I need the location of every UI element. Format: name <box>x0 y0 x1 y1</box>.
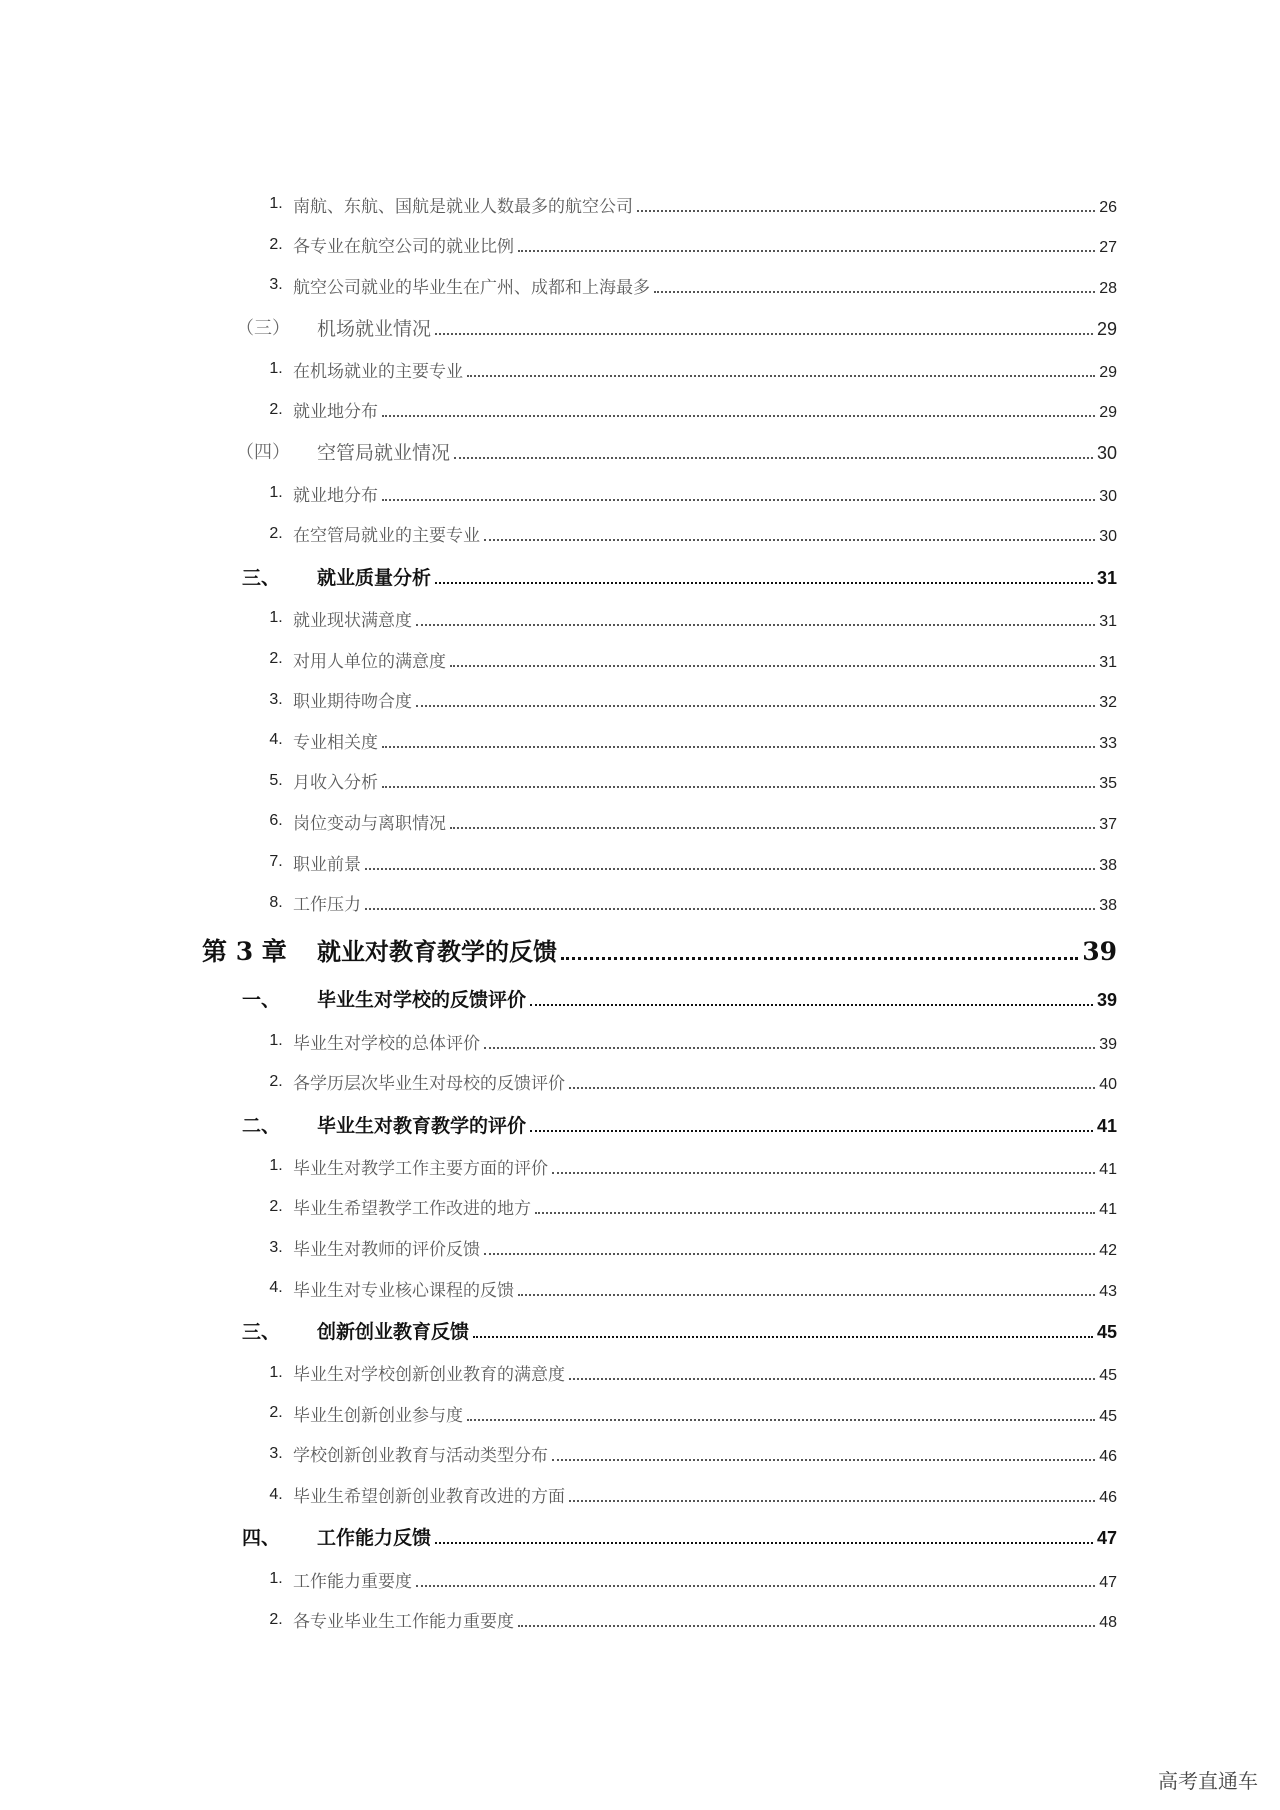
toc-entry-title: 毕业生对教学工作主要方面的评价 <box>293 1158 548 1179</box>
toc-entry-body <box>293 687 1117 712</box>
table-of-contents <box>0 184 1280 1640</box>
toc-entry-title: 职业前景 <box>293 854 361 875</box>
toc-entry-page-number: 38 <box>1099 856 1117 874</box>
toc-entry-body <box>293 809 1117 834</box>
toc-dot-leader <box>382 499 1095 501</box>
toc-dot-leader <box>552 1172 1095 1174</box>
toc-entry-item[interactable] <box>0 679 1280 720</box>
toc-entry-number: 2. <box>269 400 283 418</box>
toc-entry-title: 创新创业教育反馈 <box>317 1320 470 1343</box>
toc-entry-body <box>317 932 1117 967</box>
toc-entry-number: 2. <box>269 1072 283 1090</box>
toc-entry-section[interactable] <box>0 1308 1280 1352</box>
toc-entry-body <box>293 1194 1117 1219</box>
toc-entry-item[interactable] <box>0 1187 1280 1228</box>
toc-entry-section[interactable] <box>0 1515 1280 1559</box>
toc-entry-body <box>293 728 1117 753</box>
toc-dot-leader <box>435 1542 1093 1544</box>
toc-entry-page-number: 39 <box>1099 1035 1117 1053</box>
toc-dot-leader <box>569 1500 1095 1502</box>
toc-entry-body <box>317 985 1117 1012</box>
toc-entry-page-number: 46 <box>1099 1489 1117 1507</box>
toc-entry-number: 1. <box>269 360 283 378</box>
toc-entry-title: 空管局就业情况 <box>317 441 451 464</box>
toc-dot-leader <box>569 1378 1095 1380</box>
toc-dot-leader <box>473 1336 1093 1338</box>
toc-entry-page-number: 30 <box>1096 442 1117 463</box>
toc-entry-body <box>293 1235 1117 1260</box>
toc-entry-body <box>317 1317 1117 1344</box>
toc-entry-body <box>293 1482 1117 1507</box>
toc-entry-title: 就业现状满意度 <box>293 610 412 631</box>
toc-dot-leader <box>435 582 1093 584</box>
toc-entry-number: 1. <box>269 1363 283 1381</box>
toc-entry-page-number: 27 <box>1099 239 1117 257</box>
toc-dot-leader <box>467 375 1095 377</box>
toc-dot-leader <box>382 746 1095 748</box>
toc-entry-title: 各专业毕业生工作能力重要度 <box>293 1612 514 1633</box>
toc-entry-page-number: 41 <box>1099 1201 1117 1219</box>
toc-entry-item[interactable] <box>0 598 1280 639</box>
toc-dot-leader <box>552 1459 1095 1461</box>
toc-entry-title: 岗位变动与离职情况 <box>293 813 446 834</box>
toc-entry-page-number: 43 <box>1099 1282 1117 1300</box>
toc-dot-leader <box>530 1004 1093 1006</box>
toc-entry-title: 就业质量分析 <box>317 566 432 589</box>
toc-dot-leader <box>365 908 1095 910</box>
toc-dot-leader <box>382 415 1095 417</box>
toc-entry-item[interactable] <box>0 639 1280 680</box>
toc-entry-title: 毕业生对专业核心课程的反馈 <box>293 1280 514 1301</box>
toc-entry-number: 1. <box>269 195 283 213</box>
toc-entry-title: 职业期待吻合度 <box>293 692 412 713</box>
toc-dot-leader <box>450 665 1095 667</box>
toc-entry-number: 3. <box>269 1238 283 1256</box>
toc-entry-title: 毕业生希望创新创业教育改进的方面 <box>293 1487 565 1508</box>
toc-dot-leader <box>454 457 1093 459</box>
toc-entry-number: 2. <box>269 650 283 668</box>
toc-entry-body <box>317 1523 1117 1550</box>
toc-entry-page-number: 37 <box>1099 815 1117 833</box>
toc-entry-item[interactable] <box>0 1227 1280 1268</box>
toc-entry-page-number: 38 <box>1099 897 1117 915</box>
toc-entry-body <box>293 1029 1117 1054</box>
toc-entry-page-number: 41 <box>1096 1115 1117 1136</box>
toc-entry-number: 2. <box>269 524 283 542</box>
toc-entry-body <box>293 1360 1117 1385</box>
toc-dot-leader <box>450 827 1095 829</box>
toc-entry-number: 2. <box>269 1610 283 1628</box>
toc-entry-body <box>293 192 1117 217</box>
toc-entry-title: 毕业生对教育教学的评价 <box>317 1114 527 1137</box>
toc-entry-item[interactable] <box>0 225 1280 266</box>
toc-entry-number: 二、 <box>242 1114 281 1137</box>
toc-entry-page-number: 40 <box>1099 1076 1117 1094</box>
toc-entry-title: 毕业生希望教学工作改进的地方 <box>293 1199 531 1220</box>
toc-entry-title: 就业对教育教学的反馈 <box>317 937 557 967</box>
toc-dot-leader <box>365 868 1095 870</box>
toc-entry-body <box>293 1401 1117 1426</box>
toc-entry-number: 4. <box>269 731 283 749</box>
toc-entry-number: 1. <box>269 484 283 502</box>
toc-entry-body <box>317 314 1117 341</box>
toc-entry-body <box>317 438 1117 465</box>
toc-entry-body <box>293 606 1117 631</box>
toc-entry-number: 一、 <box>242 989 281 1012</box>
toc-entry-page-number: 39 <box>1082 937 1117 967</box>
toc-entry-title: 航空公司就业的毕业生在广州、成都和上海最多 <box>293 277 650 298</box>
toc-entry-item[interactable] <box>0 1146 1280 1187</box>
toc-entry-chapter[interactable] <box>0 923 1280 977</box>
toc-entry-body <box>293 768 1117 793</box>
toc-entry-title: 毕业生对学校的总体评价 <box>293 1033 480 1054</box>
toc-entry-title: 就业地分布 <box>293 485 378 506</box>
toc-entry-number: 四、 <box>242 1527 281 1550</box>
toc-entry-title: 学校创新创业教育与活动类型分布 <box>293 1446 548 1467</box>
toc-entry-number: 4. <box>269 1279 283 1297</box>
toc-entry-body <box>293 521 1117 546</box>
toc-entry-item[interactable] <box>0 473 1280 514</box>
toc-entry-number: 第 3 章 <box>202 936 287 966</box>
toc-entry-item[interactable] <box>0 1352 1280 1393</box>
toc-entry-number: 3. <box>269 276 283 294</box>
toc-entry-number: （三） <box>236 318 290 340</box>
toc-entry-number: 三、 <box>242 1320 281 1343</box>
toc-entry-item[interactable] <box>0 184 1280 225</box>
toc-entry-title: 在机场就业的主要专业 <box>293 361 463 382</box>
toc-dot-leader <box>484 1253 1095 1255</box>
toc-entry-body <box>293 890 1117 915</box>
toc-entry-number: 2. <box>269 1197 283 1215</box>
toc-entry-body <box>293 357 1117 382</box>
toc-entry-page-number: 32 <box>1099 694 1117 712</box>
toc-entry-body <box>293 1069 1117 1094</box>
toc-dot-leader <box>382 786 1095 788</box>
toc-entry-title: 工作压力 <box>293 895 361 916</box>
toc-entry-page-number: 45 <box>1099 1367 1117 1385</box>
toc-entry-title: 各学历层次毕业生对母校的反馈评价 <box>293 1074 565 1095</box>
toc-entry-body <box>293 1276 1117 1301</box>
toc-dot-leader <box>484 1047 1095 1049</box>
toc-entry-body <box>293 1607 1117 1632</box>
toc-entry-item[interactable] <box>0 1062 1280 1103</box>
toc-entry-body <box>293 850 1117 875</box>
toc-entry-item[interactable] <box>0 265 1280 306</box>
toc-entry-page-number: 31 <box>1096 567 1117 588</box>
toc-entry-title: 在空管局就业的主要专业 <box>293 526 480 547</box>
toc-entry-title: 毕业生对学校的反馈评价 <box>317 989 527 1012</box>
toc-entry-number: 2. <box>269 1404 283 1422</box>
toc-entry-sub[interactable] <box>0 306 1280 349</box>
toc-entry-item[interactable] <box>0 1393 1280 1434</box>
toc-entry-item[interactable] <box>0 801 1280 842</box>
toc-entry-item[interactable] <box>0 882 1280 923</box>
toc-entry-page-number: 42 <box>1099 1242 1117 1260</box>
toc-entry-title: 毕业生对学校创新创业教育的满意度 <box>293 1365 565 1386</box>
toc-entry-item[interactable] <box>0 720 1280 761</box>
toc-dot-leader <box>518 1625 1095 1627</box>
toc-entry-page-number: 30 <box>1099 528 1117 546</box>
toc-entry-title: 机场就业情况 <box>317 317 432 340</box>
toc-entry-section[interactable] <box>0 1102 1280 1146</box>
toc-entry-page-number: 41 <box>1099 1160 1117 1178</box>
toc-entry-item[interactable] <box>0 842 1280 883</box>
toc-entry-page-number: 35 <box>1099 775 1117 793</box>
toc-entry-number: 3. <box>269 1444 283 1462</box>
toc-entry-title: 毕业生对教师的评价反馈 <box>293 1240 480 1261</box>
toc-entry-page-number: 28 <box>1099 279 1117 297</box>
toc-dot-leader <box>484 539 1095 541</box>
toc-entry-page-number: 47 <box>1099 1573 1117 1591</box>
toc-entry-page-number: 29 <box>1096 318 1117 339</box>
toc-entry-title: 对用人单位的满意度 <box>293 651 446 672</box>
toc-entry-title: 毕业生创新创业参与度 <box>293 1405 463 1426</box>
toc-dot-leader <box>467 1419 1095 1421</box>
toc-entry-body <box>293 397 1117 422</box>
toc-entry-title: 南航、东航、国航是就业人数最多的航空公司 <box>293 196 633 217</box>
toc-entry-item[interactable] <box>0 1021 1280 1062</box>
toc-entry-item[interactable] <box>0 1599 1280 1640</box>
toc-entry-number: 4. <box>269 1485 283 1503</box>
toc-entry-item[interactable] <box>0 761 1280 802</box>
toc-entry-page-number: 46 <box>1099 1448 1117 1466</box>
toc-entry-number: 6. <box>269 812 283 830</box>
toc-entry-body <box>293 1567 1117 1592</box>
toc-entry-body <box>293 232 1117 257</box>
toc-entry-body <box>317 1111 1117 1138</box>
toc-entry-item[interactable] <box>0 389 1280 430</box>
toc-entry-page-number: 45 <box>1096 1321 1117 1342</box>
toc-dot-leader <box>637 210 1095 212</box>
footer-watermark: 高考直通车 <box>1158 1769 1258 1793</box>
toc-entry-item[interactable] <box>0 514 1280 555</box>
toc-entry-body <box>293 1154 1117 1179</box>
toc-entry-number: 1. <box>269 1570 283 1588</box>
toc-entry-section[interactable] <box>0 554 1280 598</box>
toc-entry-number: （四） <box>236 442 290 464</box>
toc-entry-page-number: 33 <box>1099 734 1117 752</box>
toc-entry-body <box>293 647 1117 672</box>
toc-entry-title: 各专业在航空公司的就业比例 <box>293 237 514 258</box>
toc-dot-leader <box>535 1212 1095 1214</box>
toc-entry-number: 三、 <box>242 566 281 589</box>
toc-dot-leader <box>416 624 1095 626</box>
toc-entry-section[interactable] <box>0 977 1280 1021</box>
toc-entry-number: 5. <box>269 771 283 789</box>
toc-entry-number: 1. <box>269 1157 283 1175</box>
toc-dot-leader <box>416 705 1095 707</box>
toc-entry-number: 2. <box>269 235 283 253</box>
toc-entry-number: 1. <box>269 609 283 627</box>
toc-dot-leader <box>654 291 1095 293</box>
toc-entry-number: 3. <box>269 690 283 708</box>
toc-entry-page-number: 29 <box>1099 363 1117 381</box>
toc-entry-page-number: 48 <box>1099 1614 1117 1632</box>
toc-dot-leader <box>435 333 1093 335</box>
toc-entry-number: 1. <box>269 1032 283 1050</box>
toc-entry-page-number: 45 <box>1099 1407 1117 1425</box>
toc-entry-item[interactable] <box>0 1474 1280 1515</box>
toc-entry-page-number: 30 <box>1099 487 1117 505</box>
toc-entry-number: 8. <box>269 893 283 911</box>
toc-entry-item[interactable] <box>0 1268 1280 1309</box>
toc-dot-leader <box>530 1130 1093 1132</box>
toc-dot-leader <box>416 1585 1095 1587</box>
toc-entry-page-number: 47 <box>1096 1528 1117 1549</box>
toc-entry-page-number: 31 <box>1099 653 1117 671</box>
toc-entry-body <box>317 563 1117 590</box>
toc-dot-leader <box>561 957 1078 960</box>
toc-entry-title: 专业相关度 <box>293 732 378 753</box>
toc-dot-leader <box>569 1087 1095 1089</box>
toc-entry-item[interactable] <box>0 1434 1280 1475</box>
toc-dot-leader <box>518 250 1095 252</box>
toc-entry-title: 工作能力重要度 <box>293 1571 412 1592</box>
toc-entry-page-number: 39 <box>1096 990 1117 1011</box>
toc-entry-body <box>293 1441 1117 1466</box>
toc-entry-page-number: 29 <box>1099 404 1117 422</box>
toc-entry-item[interactable] <box>0 1559 1280 1600</box>
toc-entry-body <box>293 481 1117 506</box>
toc-dot-leader <box>518 1294 1095 1296</box>
toc-entry-title: 月收入分析 <box>293 773 378 794</box>
toc-entry-page-number: 26 <box>1099 198 1117 216</box>
toc-entry-number: 7. <box>269 853 283 871</box>
toc-entry-title: 就业地分布 <box>293 402 378 423</box>
toc-entry-item[interactable] <box>0 349 1280 390</box>
toc-entry-body <box>293 273 1117 298</box>
toc-entry-sub[interactable] <box>0 430 1280 473</box>
toc-entry-page-number: 31 <box>1099 612 1117 630</box>
toc-entry-title: 工作能力反馈 <box>317 1527 432 1550</box>
